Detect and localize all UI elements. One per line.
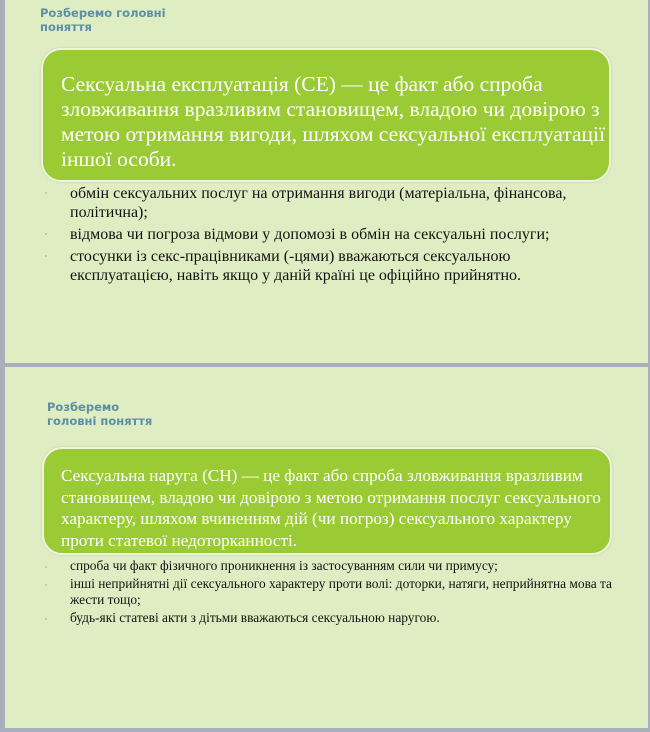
bullet-text: відмова чи погроза відмови у допомозі в обмін на сексуальні послуги; xyxy=(70,226,550,243)
list-item xyxy=(45,225,615,244)
definition-box: Сексуальна наруга (СН) — це факт або спроба зловживання вразливим становищем, владою чи довірою з метою отримання послуг сексуального характеру, шляхом вчиненням дій (чи погроз) сексуального характеру проти статевої недоторканності. xyxy=(42,447,612,555)
bullet-text: будь-які статеві акти з дітьми вважаються сексуальною наругою. xyxy=(70,610,440,625)
definition-box: Сексуальна експлуатація (СЕ) — це факт або спроба зловживання вразливим становищем, владою чи довірою з метою отримання вигоди, шляхом сексуальної експлуатації іншої особи. xyxy=(41,48,611,182)
bullet-text: інші неприйнятні дії сексуального характеру проти волі: доторки, натяги, неприйнятна мова та жести тощо; xyxy=(70,576,612,607)
slide-heading: Розберемо головні поняття xyxy=(47,400,153,428)
bullet-icon xyxy=(45,192,47,194)
bullet-icon xyxy=(45,566,47,568)
list-item xyxy=(45,558,615,574)
bullet-list xyxy=(45,184,615,288)
bullet-icon xyxy=(45,584,47,586)
slide-2[interactable] xyxy=(5,367,648,728)
list-item xyxy=(45,184,615,222)
list-item xyxy=(45,247,615,285)
bullet-icon xyxy=(45,618,47,620)
slide-1[interactable] xyxy=(5,0,648,363)
bullet-list xyxy=(45,558,615,628)
bullet-icon xyxy=(45,233,47,235)
bullet-text: обмін сексуальних послуг на отримання вигоди (матеріальна, фінансова, політична); xyxy=(70,185,567,221)
bullet-icon xyxy=(45,255,47,257)
bullet-text: спроба чи факт фізичного проникнення із застосуванням сили чи примусу; xyxy=(70,558,498,573)
list-item xyxy=(45,610,615,626)
list-item xyxy=(45,576,615,608)
bullet-text: стосунки із секс-працівниками (-цями) вважаються сексуальною експлуатацією, навіть якщо у даній країні це офіційно прийнятно. xyxy=(70,248,522,284)
slide-heading: Розберемо головні поняття xyxy=(40,6,166,34)
